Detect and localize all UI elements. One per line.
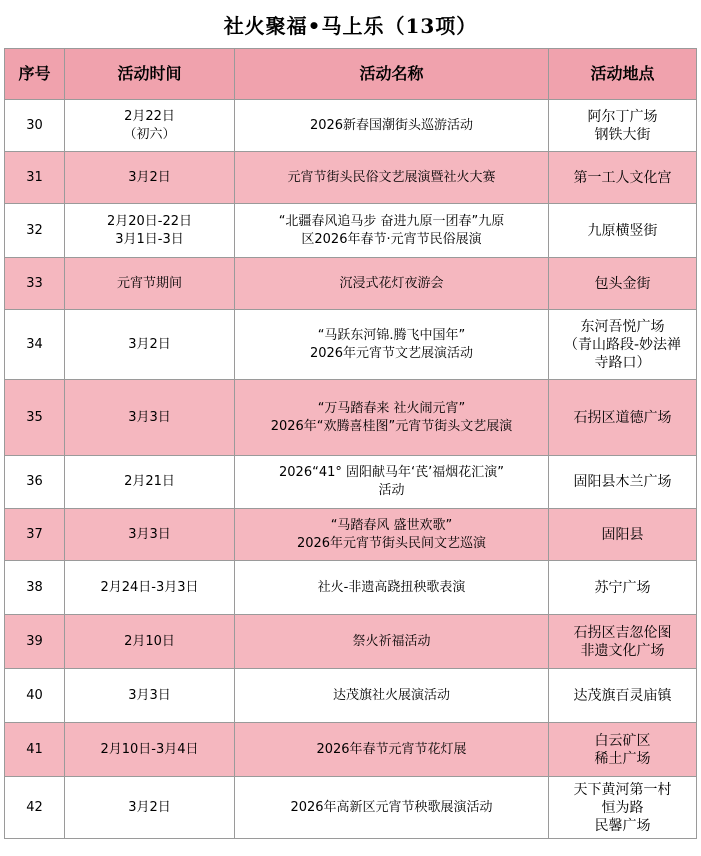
header-name: 活动名称	[235, 49, 549, 100]
table-row	[5, 723, 697, 777]
cell-name: 2026新春国潮街头巡游活动	[235, 100, 549, 152]
cell-no: 40	[5, 669, 65, 723]
table-row	[5, 258, 697, 310]
cell-place: 石拐区吉忽伦图 非遗文化广场	[549, 615, 697, 669]
cell-place: 第一工人文化宫	[549, 152, 697, 204]
cell-name: “北疆春风追马步 奋进九原一团春”九原 区2026年春节·元宵节民俗展演	[235, 204, 549, 258]
table-row	[5, 669, 697, 723]
cell-no: 38	[5, 561, 65, 615]
activities-table	[4, 48, 697, 839]
table-row	[5, 204, 697, 258]
cell-no: 36	[5, 456, 65, 509]
cell-place: 阿尔丁广场 钢铁大街	[549, 100, 697, 152]
cell-name: 2026“41° 固阳献马年‘芪’福烟花汇演” 活动	[235, 456, 549, 509]
cell-place: 石拐区道德广场	[549, 380, 697, 456]
cell-place: 苏宁广场	[549, 561, 697, 615]
table-row	[5, 380, 697, 456]
cell-name: 2026年春节元宵节花灯展	[235, 723, 549, 777]
cell-no: 41	[5, 723, 65, 777]
cell-place: 包头金街	[549, 258, 697, 310]
cell-place: 达茂旗百灵庙镇	[549, 669, 697, 723]
cell-no: 32	[5, 204, 65, 258]
cell-name: 沉浸式花灯夜游会	[235, 258, 549, 310]
table-header-row	[5, 49, 697, 100]
cell-place: 九原横竖街	[549, 204, 697, 258]
cell-name: 达茂旗社火展演活动	[235, 669, 549, 723]
header-no: 序号	[5, 49, 65, 100]
header-place: 活动地点	[549, 49, 697, 100]
cell-no: 30	[5, 100, 65, 152]
cell-time: 3月3日	[65, 509, 235, 561]
cell-name: 社火-非遗高跷扭秧歌表演	[235, 561, 549, 615]
table-row	[5, 310, 697, 380]
cell-no: 37	[5, 509, 65, 561]
cell-name: 2026年高新区元宵节秧歌展演活动	[235, 777, 549, 839]
cell-time: 2月10日	[65, 615, 235, 669]
cell-place: 固阳县木兰广场	[549, 456, 697, 509]
cell-place: 固阳县	[549, 509, 697, 561]
cell-time: 2月22日 （初六）	[65, 100, 235, 152]
cell-time: 2月10日-3月4日	[65, 723, 235, 777]
cell-time: 3月2日	[65, 777, 235, 839]
cell-no: 39	[5, 615, 65, 669]
cell-name: “马踏春风 盛世欢歌” 2026年元宵节街头民间文艺巡演	[235, 509, 549, 561]
cell-no: 35	[5, 380, 65, 456]
table-row	[5, 777, 697, 839]
header-time: 活动时间	[65, 49, 235, 100]
page-title: 社火聚福•马上乐（13项）	[223, 13, 478, 38]
table-row	[5, 509, 697, 561]
cell-time: 3月3日	[65, 669, 235, 723]
cell-place: 东河吾悦广场 （青山路段-妙法禅 寺路口）	[549, 310, 697, 380]
table-row	[5, 561, 697, 615]
cell-no: 33	[5, 258, 65, 310]
cell-name: 祭火祈福活动	[235, 615, 549, 669]
cell-name: “万马踏春来 社火闹元宵” 2026年“欢腾喜桂图”元宵节街头文艺展演	[235, 380, 549, 456]
table-row	[5, 615, 697, 669]
cell-time: 2月21日	[65, 456, 235, 509]
cell-place: 天下黄河第一村 恒为路 民馨广场	[549, 777, 697, 839]
cell-place: 白云矿区 稀土广场	[549, 723, 697, 777]
cell-no: 31	[5, 152, 65, 204]
table-row	[5, 100, 697, 152]
cell-time: 3月2日	[65, 152, 235, 204]
cell-no: 42	[5, 777, 65, 839]
table-row	[5, 456, 697, 509]
cell-no: 34	[5, 310, 65, 380]
cell-time: 3月3日	[65, 380, 235, 456]
cell-time: 元宵节期间	[65, 258, 235, 310]
table-row	[5, 152, 697, 204]
cell-name: 元宵节街头民俗文艺展演暨社火大赛	[235, 152, 549, 204]
cell-name: “马跃东河锦.腾飞中国年” 2026年元宵节文艺展演活动	[235, 310, 549, 380]
cell-time: 2月24日-3月3日	[65, 561, 235, 615]
cell-time: 3月2日	[65, 310, 235, 380]
cell-time: 2月20日-22日 3月1日-3日	[65, 204, 235, 258]
